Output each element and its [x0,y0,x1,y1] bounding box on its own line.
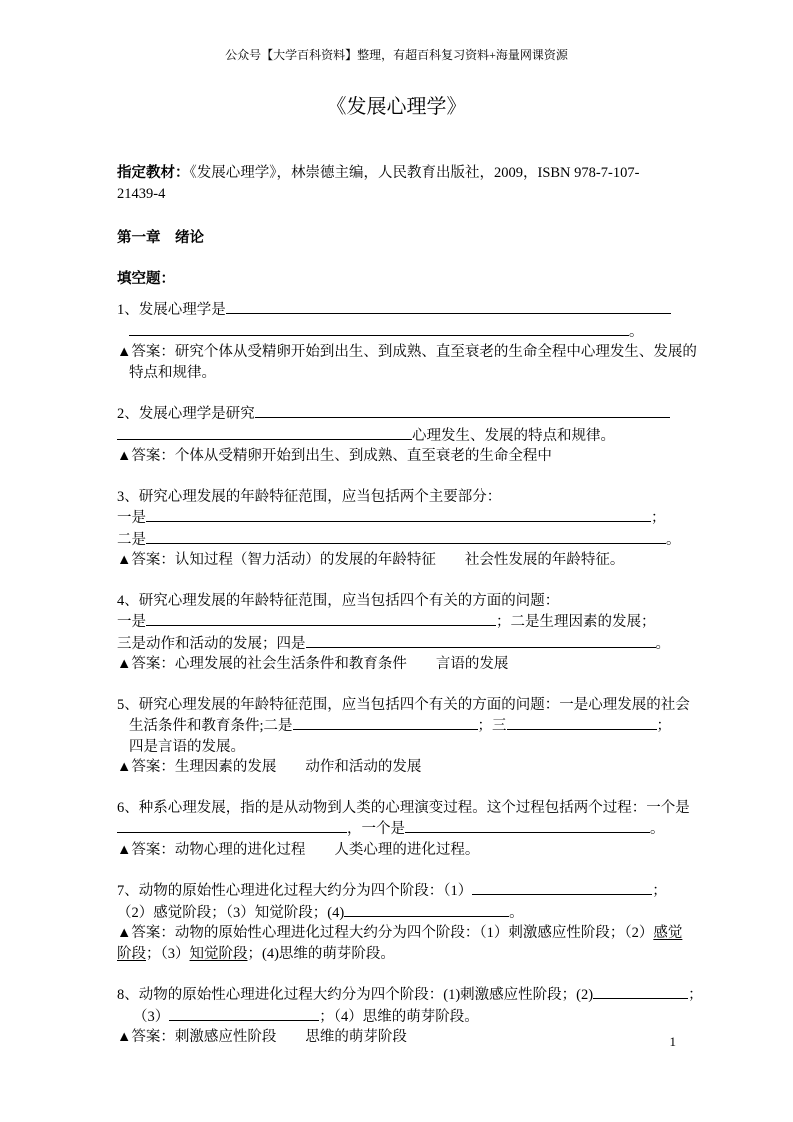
question-line [117,487,676,508]
text-segment: ▲答案：心理发展的社会生活条件和教育条件 言语的发展 [117,656,509,672]
text-segment: （2）感觉阶段；（3）知觉阶段；(4) [117,904,345,921]
answer-line [117,757,676,778]
fill-in-blank-line [169,1006,319,1021]
text-segment: 2、发展心理学是研究 [117,406,255,422]
fill-in-blank-line [146,611,496,626]
section-heading: 填空题： [117,270,175,287]
question-line [117,299,676,321]
text-segment: 3、研究心理发展的年龄特征范围，应当包括两个主要部分： [117,488,502,505]
fill-in-blank-line [255,403,670,418]
text-segment: ▲答案：认知过程（智力活动）的发展的年龄特征 社会性发展的年龄特征。 [117,552,625,568]
text-segment: 三是动作和活动的发展；四是 [117,635,306,652]
answer-line [117,923,683,944]
question-line [117,695,690,716]
fill-in-blank-line [293,715,478,730]
text-segment: ▲答案：研究个体从受精卵开始到出生、到成熟、直至衰老的生命全程中心理发生、发展的 [117,344,697,360]
text-segment: 4、研究心理发展的年龄特征范围，应当包括四个有关的方面的问题： [117,592,560,609]
text-segment: 四是言语的发展。 [129,738,245,755]
question-block-5 [117,695,690,778]
fill-in-blank-line [146,507,651,522]
text-segment: 特点和规律。 [129,364,216,381]
question-line [117,529,681,551]
underlined-answer-text: 感觉 [653,925,683,941]
question-line [117,321,676,343]
answer-line [117,342,697,363]
question-line [117,818,676,840]
fill-in-blank-line [593,984,688,999]
text-segment: 心理发生、发展的特点和规律。 [412,427,615,444]
text-segment: ； [652,883,667,899]
question-line [117,507,676,529]
fill-in-blank-line [117,425,412,440]
question-line [117,611,676,633]
text-segment: ▲答案：动物心理的进化过程 人类心理的进化过程。 [117,841,480,858]
question-line [117,798,690,819]
question-line [117,425,676,447]
text-segment: 。 [655,635,670,652]
text-segment: ； [688,987,703,1003]
textbook-label: 指定教材： [117,165,190,181]
fill-in-blank-line [472,880,652,895]
answer-line [117,446,676,467]
text-segment: 8、动物的原始性心理进化过程大约分为四个阶段：(1)刺激感应性阶段；(2) [117,987,594,1003]
text-segment: ▲答案：刺激感应性阶段 思维的萌芽阶段 [117,1029,407,1045]
question-block-6 [117,798,690,861]
text-segment: 。 [666,531,681,548]
fill-in-blank-line [146,529,666,544]
answer-line [117,654,676,675]
underlined-answer-text: 阶段 [117,945,146,962]
text-segment: 。 [650,821,665,837]
answer-line [117,363,676,384]
question-line [117,880,676,902]
question-block-1 [117,299,697,383]
question-line [117,633,676,655]
textbook-value: 《发展心理学》，林崇德主编，人民教育出版社，2009，ISBN 978-7-107-21439-4 [117,165,640,202]
question-line [117,403,676,425]
text-segment: 生活条件和教育条件;二是 [129,718,293,734]
text-segment: （3） [133,1008,170,1025]
text-segment: 。 [509,904,524,921]
question-block-7 [117,880,683,964]
text-segment: 5、研究心理发展的年龄特征范围，应当包括四个有关的方面的问题：一是心理发展的社会 [117,696,690,713]
fill-in-blank-line [344,902,509,917]
question-block-3 [117,487,681,571]
text-segment: ▲答案：个体从受精卵开始到出生、到成熟、直至衰老的生命全程中 [117,448,552,464]
question-block-2 [117,403,676,467]
text-segment: ；二是生理因素的发展； [496,614,656,630]
question-line [117,715,676,737]
chapter-heading: 第一章 绪论 [117,230,204,246]
question-line [117,1006,676,1028]
text-segment: ；（4）思维的萌芽阶段。 [319,1008,479,1025]
text-segment: ▲答案：动物的原始性心理进化过程大约分为四个阶段：（1）刺激感应性阶段；（2） [117,925,654,941]
text-segment: 一是 [117,510,146,526]
header-notice: 公众号【大学百科资料】整理，有超百科复习资料+海量网课资源 [225,48,568,62]
text-segment: ； [651,510,666,526]
text-segment: 6、种系心理发展，指的是从动物到人类的心理演变过程。这个过程包括两个过程：一个是 [117,799,690,816]
text-segment: ，一个是 [347,821,405,837]
page-number: 1 [669,1034,676,1049]
text-segment: 1、发展心理学是 [117,302,226,318]
answer-line [117,550,676,571]
answer-line [117,944,676,965]
questions [117,299,703,1048]
document-title: 《发展心理学》 [326,96,467,118]
answer-line [117,1027,676,1048]
text-segment: ；（3） [146,945,190,962]
textbook-line [117,163,676,204]
question-line [117,737,676,758]
fill-in-blank-line [226,299,671,314]
question-line [117,591,676,612]
question-block-8 [117,984,703,1048]
text-segment: ；(4)思维的萌芽阶段。 [247,945,395,962]
text-segment: ；三 [477,718,507,734]
text-segment: ； [656,718,672,734]
text-segment: 一是 [117,614,146,630]
underlined-answer-text: 知觉阶段 [189,945,248,962]
fill-in-blank-line [507,715,657,730]
answer-line [117,840,676,861]
question-line [117,984,703,1006]
question-block-4 [117,591,676,675]
fill-in-blank-line [117,818,347,833]
text-segment: 二是 [117,531,146,548]
text-segment: ▲答案：生理因素的发展 动作和活动的发展 [117,759,422,775]
fill-in-blank-line [405,818,650,833]
text-segment: 7、动物的原始性心理进化过程大约分为四个阶段：（1） [117,883,473,899]
question-line [117,902,676,924]
text-segment: 。 [629,323,644,340]
fill-in-blank-line [129,321,629,336]
fill-in-blank-line [306,633,656,648]
